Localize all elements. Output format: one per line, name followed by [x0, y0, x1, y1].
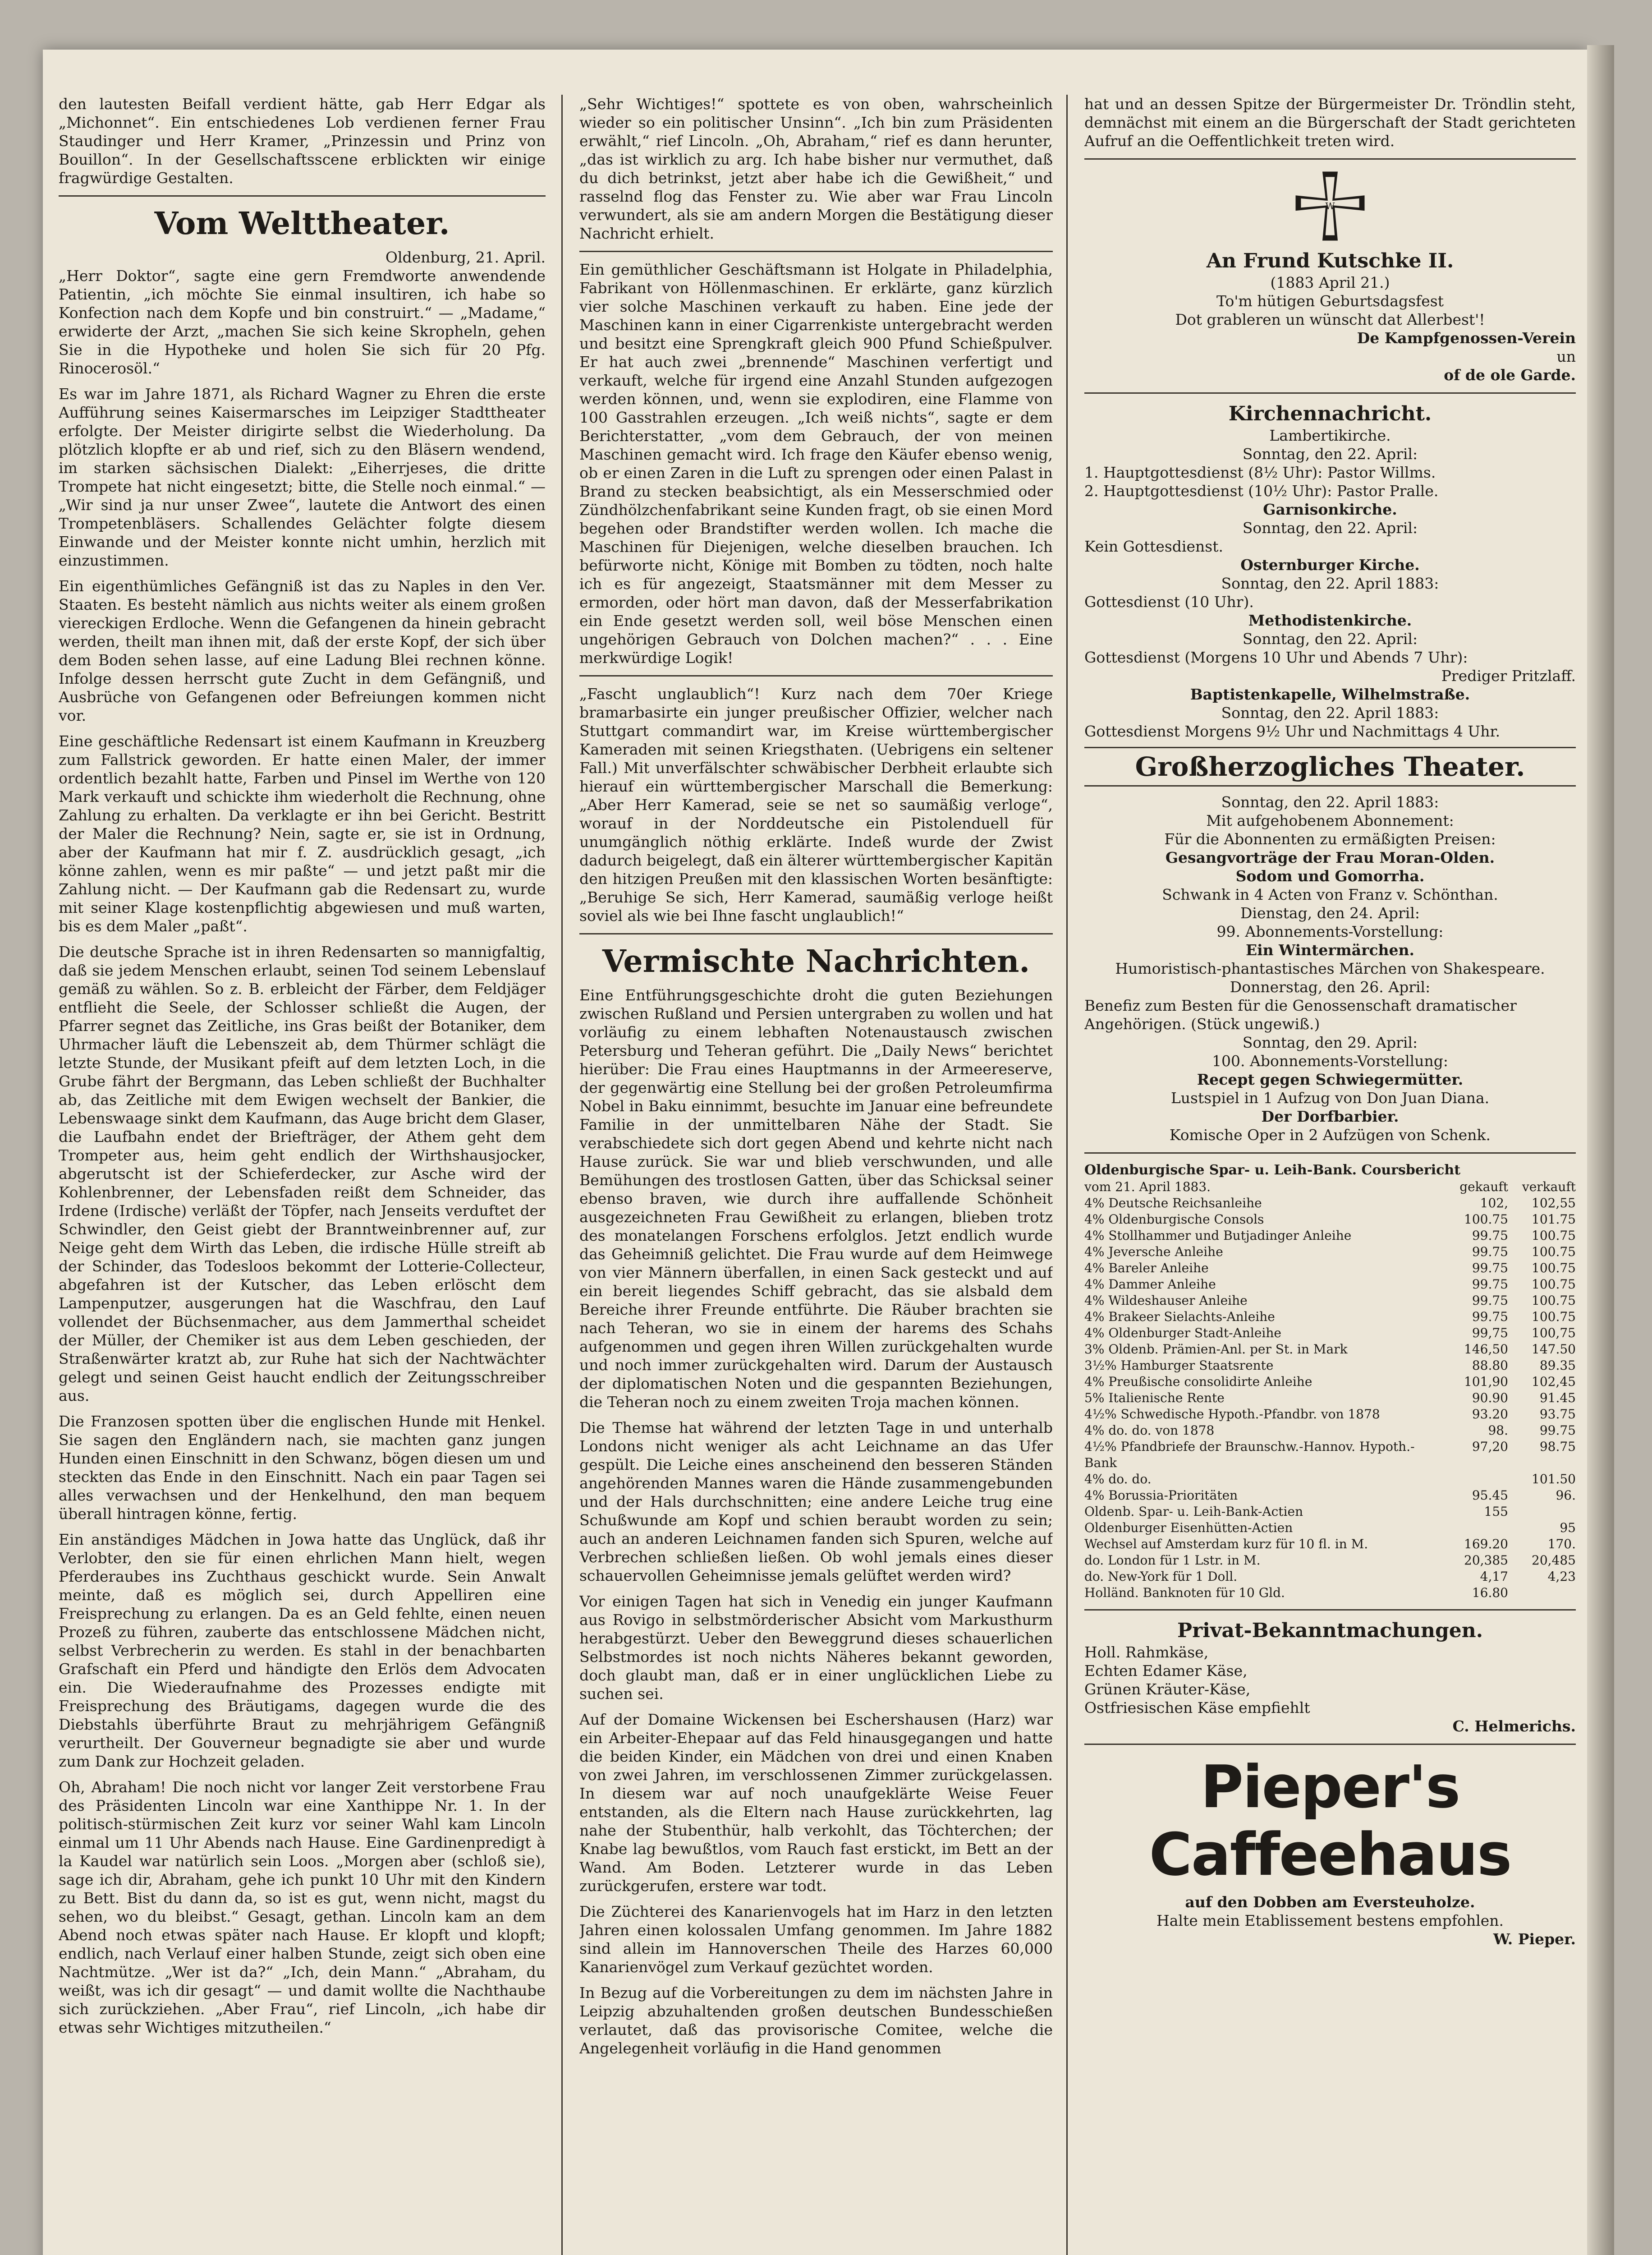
- private-notices: [1084, 1619, 1576, 1735]
- greeting-title: An Frund Kutschke II.: [1206, 249, 1454, 272]
- exchange-row: [1084, 1422, 1576, 1439]
- bought-value: 98.: [1488, 1423, 1508, 1438]
- private-line: Ostfriesischen Käse empfiehlt: [1084, 1699, 1310, 1717]
- sold-value: 100,75: [1532, 1325, 1576, 1340]
- greeting-notice: [1084, 168, 1576, 384]
- sold-value: 102,55: [1532, 1196, 1576, 1210]
- article-paragraph: Die Themse hat während der letzten Tage in und unterhalb Londons nicht weniger als acht Leichname an das Ufer gespült. Die Leiche eines anscheinend den besseren Ständen angehörenden Mannes waren die Hände zusammengebunden und der Hals durchschnitten; eine andere Leiche trug eine Schußwunde am Kopf und schien beraubt worden zu sein; auch an anderen Leichnamen fanden sich Spuren, welche auf Verbrechen schließen ließen. Ob wohl jemals eines dieser schauervollen Geheimnisse jemals gelüftet werden wird?: [579, 1419, 1053, 1584]
- church-line: Gottesdienst (10 Uhr).: [1084, 593, 1254, 611]
- bought-value: 16.80: [1472, 1585, 1508, 1600]
- church-line: Garnisonkirche.: [1263, 501, 1397, 518]
- greeting-line: Dot grableren un wünscht dat Allerbest'!: [1175, 311, 1485, 328]
- article-paragraph: Ein gemüthlicher Geschäftsmann ist Holgate in Philadelphia, Fabrikant von Höllenmaschinen. Er erklärte, ganz kürzlich vier solche Maschinen verkauft zu haben. Eine jede der Maschinen kann in einer Cigarrenkiste untergebracht werden und besitzt eine Sprengkraft gleich 900 Pfund Schießpulver. Er hat auch zwei „brennende“ Maschinen verfertigt und verkauft, welche für irgend eine Anzahl Stunden aufgezogen werden können, und, wenn sie explodiren, eine Flamme von 100 Gasstrahlen erzeugen. „Ich weiß nichts“, sagte er dem Berichterstatter, „vom dem Gebrauch, der von meinen Maschinen gemacht wird. Ich frage den Käufer ebenso wenig, ob er einen Zaren in die Luft zu sprengen oder einen Palast in Brand zu stecken beabsichtigt, als ein Messerschmied oder Zündhölzchenfabrikant seine Kunden fragt, ob sie einen Mord begehen oder Brandstifter werden wollen. Ich mache die Maschinen für Diejenigen, welche dieselben brauchen. Ich befürworte nicht, Könige mit Bomben zu tödten, noch halte ich es für angezeigt, Staatsmänner mit dem Messer zu ermorden, oder hört man davon, daß der Messerfabrikation ein Ende gesetzt werden soll, weil böse Menschen einen ungehörigen Gebrauch von Dolchen machen?“ . . . Eine merkwürdige Logik!: [579, 261, 1053, 667]
- church-line: Gottesdienst Morgens 9½ Uhr und Nachmittags 4 Uhr.: [1084, 723, 1501, 740]
- article-paragraph: Oh, Abraham! Die noch nicht vor langer Zeit verstorbene Frau des Präsidenten Lincoln war eine Xanthippe Nr. 1. In der politisch-stürmischen Zeit kurz vor seiner Wahl kam Lincoln einmal um 11 Uhr Abends nach Hause. Eine Gardinenpredigt à la Kaudel war natürlich sein Loos. „Morgen aber (schloß sie), sage ich dir, Abraham, gehe ich punkt 10 Uhr mit den Kindern zu Bett. Bist du dann da, so ist es gut, wenn nicht, magst du sehen, wo du bleibst.“ Gesagt, gethan. Lincoln kam an dem Abend noch etwas später nach Hause. Er klopft und klopft; endlich, nach Verlauf einer halben Stunde, zeigt sich oben eine Nachtmütze. „Wer ist da?“ „Ich, dein Mann.“ „Abraham, du weißt, was ich dir gesagt“ — und damit wollte die Nachthaube sich zurückziehen. „Aber Frau“, rief Lincoln, „ich habe dir etwas sehr Wichtiges mitzutheilen.“: [59, 1778, 546, 2036]
- security-name: 4% Dammer Anleihe: [1084, 1277, 1216, 1292]
- exchange-header-row: [1084, 1179, 1576, 1195]
- sold-value: 101.75: [1532, 1212, 1576, 1227]
- theater-line: Sonntag, den 22. April 1883:: [1221, 793, 1439, 811]
- security-name: 4% Brakeer Sielachts-Anleihe: [1084, 1309, 1275, 1324]
- newspaper-page: [43, 50, 1587, 2255]
- security-name: 4½% Schwedische Hypoth.-Pfandbr. von 1878: [1084, 1407, 1380, 1422]
- security-name: 4% Borussia-Prioritäten: [1084, 1488, 1238, 1503]
- article-paragraph: Eine geschäftliche Redensart ist einem Kaufmann in Kreuzberg zum Fallstrick geworden. Er hatte einen Maler, der immer ordentlich bezahlt hatte, Farben und Pinsel im Werthe von 120 Mark verkauft und schickte ihm wiederholt die Rechnung, ohne Zahlung zu erhalten. Da verklagte er ihn bei Gericht. Bestritt der Maler die Rechnung? Nein, sagte er, sie ist in Ordnung, aber der Kaufmann hat mir f. Z. ausdrücklich gesagt, „ich könne zahlen, wenn es mir paßte“ — und jetzt paßt mir die Zahlung nicht. — Der Kaufmann gab die Redensart zu, wurde mit seiner Klage kostenpflichtig abgewiesen und muß warten, bis es dem Maler „paßt“.: [59, 732, 546, 935]
- exchange-title: Oldenburgische Spar- u. Leih-Bank. Coursbericht: [1084, 1162, 1461, 1178]
- divider: [579, 675, 1053, 676]
- church-line: Baptistenkapelle, Wilhelmstraße.: [1190, 686, 1470, 703]
- theater-title: Großherzogliches Theater.: [1084, 747, 1576, 787]
- security-name: do. New-York für 1 Doll.: [1084, 1569, 1238, 1584]
- svg-text:W: W: [1325, 200, 1335, 212]
- page-edge: [1587, 45, 1614, 2255]
- theater-line: 99. Abonnements-Vorstellung:: [1216, 923, 1444, 940]
- security-name: 4% Wildeshauser Anleihe: [1084, 1293, 1248, 1308]
- theater-notice: [1084, 747, 1576, 1144]
- sold-value: 4,23: [1547, 1569, 1576, 1584]
- divider: [1084, 392, 1576, 394]
- sold-value: 99.75: [1539, 1423, 1576, 1438]
- bought-value: 99.75: [1472, 1309, 1508, 1324]
- private-title: Privat-Bekanntmachungen.: [1177, 1619, 1483, 1642]
- bought-value: 20,385: [1464, 1553, 1508, 1568]
- top-paragraph: den lautesten Beifall verdient hätte, gab Herr Edgar als „Michonnet“. Ein entschiedenes Lob verdienen ferner Frau Staudinger und Herr Kramer, „Prinzessin und Prinz von Bouillon“. In der Gesellschaftsscene erblickten wir einige fragwürdige Gestalten.: [59, 95, 546, 187]
- cafe-line: auf den Dobben am Eversteuholze.: [1185, 1893, 1475, 1911]
- article-paragraph: Vor einigen Tagen hat sich in Venedig ein junger Kaufmann aus Rovigo in selbstmörderischer Absicht vom Markusthurm herabgestürzt. Ueber den Beweggrund dieses schauerlichen Selbstmordes ist noch nichts Näheres bekannt geworden, doch glaubt man, daß er in einer unglücklichen Liebe zu suchen sei.: [579, 1592, 1053, 1703]
- theater-line: Für die Abonnenten zu ermäßigten Preisen:: [1164, 830, 1496, 848]
- theater-line: Benefiz zum Besten für die Genossenschaft dramatischer Angehörigen. (Stück ungewiß.): [1084, 997, 1517, 1033]
- exchange-col-label: gekauft: [1459, 1179, 1508, 1194]
- column-rule: [1066, 95, 1068, 2255]
- article-paragraph: Die Franzosen spotten über die englischen Hunde mit Henkel. Sie sagen den Engländern nach, sie machten ganz jungen Hunden einen Einschnitt in den Schwanz, bögen diesen um und steckten das Ende in den Einschnitt. Nach ein paar Tagen sei alles verwachsen und der Henkelhund, den man bequem überall hintragen könne, fertig.: [59, 1413, 546, 1523]
- sold-value: 20,485: [1532, 1553, 1576, 1568]
- exchange-report: [1084, 1162, 1576, 1601]
- divider: [1084, 1609, 1576, 1611]
- security-name: 3½% Hamburger Staatsrente: [1084, 1358, 1274, 1373]
- divider: [579, 933, 1053, 934]
- sold-value: 170.: [1547, 1537, 1576, 1551]
- iron-cross-icon: [1292, 168, 1368, 244]
- greeting-signer: un: [1556, 348, 1576, 365]
- exchange-row: [1084, 1260, 1576, 1276]
- sold-value: 91.45: [1539, 1390, 1576, 1405]
- sold-value: 147.50: [1532, 1342, 1576, 1357]
- theater-line: Der Dorfbarbier.: [1261, 1108, 1399, 1125]
- theater-line: Sodom und Gomorrha.: [1235, 867, 1425, 885]
- sold-value: [1508, 1504, 1576, 1520]
- sold-value: 96.: [1556, 1488, 1576, 1503]
- theater-line: Mit aufgehobenem Abonnement:: [1206, 812, 1454, 829]
- church-line: Sonntag, den 22. April:: [1242, 519, 1418, 537]
- section-heading: Vom Welttheater.: [154, 206, 450, 242]
- bought-value: 100.75: [1464, 1212, 1508, 1227]
- exchange-row: [1084, 1374, 1576, 1390]
- church-notice: [1084, 402, 1576, 741]
- bought-value: 95.45: [1472, 1488, 1508, 1503]
- bought-value: 99.75: [1472, 1261, 1508, 1275]
- security-name: 4% Preußische consolidirte Anleihe: [1084, 1374, 1312, 1389]
- theater-line: Komische Oper in 2 Aufzügen von Schenk.: [1169, 1126, 1491, 1144]
- exchange-row: [1084, 1569, 1576, 1585]
- bought-value: 93.20: [1472, 1407, 1508, 1422]
- article-paragraph: Ein anständiges Mädchen in Jowa hatte das Unglück, daß ihr Verlobter, den sie für einen ehrlichen Mann hielt, wegen Pferderaubes ins Zuchthaus geschickt wurde. Sein Anwalt meinte, daß es möglich sei, durch Appelliren eine Freisprechung zu erlangen. Da es an Geld fehlte, einen neuen Prozeß zu führen, zauberte das entschlossene Mädchen nicht, selbst Verbrecherin zu werden. Es stahl in der benachbarten Grafschaft ein Pferd und händigte den Erlös dem Advocaten ein. Die Wiederaufnahme des Prozesses endigte mit Freisprechung des Bräutigams, dagegen wurde die des Diebstahls überführte Braut zu mehrjährigem Gefängniß verurtheilt. Der Gouverneur begnadigte sie aber und wurde zum Dank zur Hochzeit geladen.: [59, 1531, 546, 1770]
- security-name: 4% Stollhammer und Butjadinger Anleihe: [1084, 1228, 1352, 1243]
- cafe-title: Pieper's Caffeehaus: [1149, 1753, 1511, 1889]
- greeting-signer: of de ole Garde.: [1444, 366, 1576, 384]
- exchange-row: [1084, 1504, 1576, 1520]
- top-paragraph: „Sehr Wichtiges!“ spottete es von oben, wahrscheinlich wieder so ein politischer Unsinn“. „Ich bin zum Präsidenten erwählt,“ rief Lincoln. „Oh, Abraham,“ rief es dann herunter, „das ist wirklich zu arg. Ich habe bisher nur vermuthet, daß du dich betrinkst, jetzt aber habe ich die Gewißheit,“ und rasselnd flog das Fenster zu. Wie aber war Frau Lincoln verwundert, als sie am andern Morgen die Bestätigung dieser Nachricht erhielt.: [579, 95, 1053, 242]
- exchange-row: [1084, 1439, 1576, 1471]
- exchange-row: [1084, 1244, 1576, 1260]
- security-name: 5% Italienische Rente: [1084, 1390, 1225, 1405]
- column-3: [1084, 95, 1576, 2255]
- exchange-row: [1084, 1585, 1576, 1601]
- exchange-row: [1084, 1195, 1576, 1211]
- exchange-subtitle: vom 21. April 1883.: [1084, 1179, 1211, 1194]
- security-name: 4½% Pfandbriefe der Braunschw.-Hannov. Hypoth.-Bank: [1084, 1439, 1415, 1470]
- greeting-line: To'm hütigen Geburtsdagsfest: [1216, 292, 1444, 310]
- exchange-row: [1084, 1358, 1576, 1374]
- church-line: Lambertikirche.: [1269, 427, 1391, 444]
- exchange-row: [1084, 1276, 1576, 1293]
- security-name: 4% do. do. von 1878: [1084, 1423, 1215, 1438]
- security-name: 4% Deutsche Reichsanleihe: [1084, 1196, 1262, 1210]
- column-1: [59, 95, 546, 2255]
- exchange-row: [1084, 1487, 1576, 1504]
- exchange-row: [1084, 1325, 1576, 1341]
- cafe-ad: [1084, 1753, 1576, 1948]
- bought-value: 99.75: [1472, 1293, 1508, 1308]
- exchange-row: [1084, 1520, 1576, 1536]
- article-paragraph: „Fascht unglaublich“! Kurz nach dem 70er Kriege bramarbasirte ein junger preußischer Offizier, welcher nach Stuttgart commandirt war, im Kreise württembergischer Kameraden mit seinen Kriegsthaten. (Uebrigens ein seltener Fall.) Mit unverfälschter schwäbischer Derbheit erlaubte sich hierauf ein württembergischer Marschall die Bemerkung: „Aber Herr Kamerad, seie se net so saumäßig verloge“, worauf in der Norddeutsche ein Pistolenduell für unumgänglich nöthig erklärte. Indeß wurde der Zwist dadurch beigelegt, daß ein älterer württembergischer Kapitän den hitzigen Preußen mit den klassischen Worten besänftigte: „Beruhige Se sich, Herr Kamerad, saumäßig verloge heißt soviel als wie bei Ihne fascht unglaublich!“: [579, 685, 1053, 925]
- church-line: Sonntag, den 22. April:: [1242, 630, 1418, 648]
- private-line: Echten Edamer Käse,: [1084, 1662, 1248, 1680]
- exchange-row: [1084, 1471, 1576, 1487]
- exchange-row: [1084, 1309, 1576, 1325]
- divider: [1084, 1744, 1576, 1745]
- exchange-rows: [1084, 1195, 1576, 1601]
- bought-value: 4,17: [1480, 1569, 1508, 1584]
- exchange-row: [1084, 1536, 1576, 1552]
- church-line: Methodistenkirche.: [1248, 612, 1412, 629]
- section-heading: Vermischte Nachrichten.: [602, 943, 1030, 980]
- divider: [579, 251, 1053, 252]
- theater-line: Donnerstag, den 26. April:: [1230, 978, 1431, 996]
- article-paragraph: Auf der Domaine Wickensen bei Eschershausen (Harz) war ein Arbeiter-Ehepaar auf das Feld hinausgegangen und hatte die beiden Kinder, ein Mädchen von drei und einen Knaben von zwei Jahren, im verschlossenen Zimmer zurückgelassen. In diesem war auf noch unaufgeklärte Weise Feuer entstanden, als die Eltern nach Hause zurückkehrten, lag nahe der Stubenthür, halb verkohlt, das Töchterchen; der Knabe lag bewußtlos, vom Rauch fast erstickt, im Bett an der Wand. Am Boden. Letzterer wurde in das Leben zurückgerufen, erstere war todt.: [579, 1711, 1053, 1895]
- church-line: Prediger Pritzlaff.: [1441, 667, 1576, 685]
- article-paragraph: Die Züchterei des Kanarienvogels hat im Harz in den letzten Jahren einen kolossalen Umfang genommen. Im Jahre 1882 sind allein im Hannoverschen Theile des Harzes 60,000 Kanarienvögel zum Verkauf gezüchtet worden.: [579, 1903, 1053, 1976]
- column-rule: [561, 95, 563, 2255]
- theater-line: Ein Wintermärchen.: [1245, 941, 1415, 959]
- bought-value: [1441, 1520, 1508, 1536]
- theater-line: Schwank in 4 Acten von Franz v. Schönthan.: [1162, 886, 1498, 903]
- bought-value: [1441, 1471, 1508, 1487]
- exchange-row: [1084, 1390, 1576, 1406]
- bought-value: 99.75: [1472, 1228, 1508, 1243]
- bought-value: 88.80: [1472, 1358, 1508, 1373]
- security-name: Wechsel auf Amsterdam kurz für 10 fl. in M.: [1084, 1537, 1368, 1551]
- sold-value: 95: [1560, 1520, 1576, 1535]
- sold-value: 100.75: [1532, 1244, 1576, 1259]
- bought-value: 146,50: [1464, 1342, 1508, 1357]
- sold-value: 93.75: [1539, 1407, 1576, 1422]
- theater-line: Recept gegen Schwiegermütter.: [1197, 1071, 1464, 1088]
- sold-value: 89.35: [1539, 1358, 1576, 1373]
- security-name: 3% Oldenb. Prämien-Anl. per St. in Mark: [1084, 1342, 1348, 1357]
- bought-value: 97,20: [1472, 1439, 1508, 1454]
- greeting-date: (1883 April 21.): [1270, 274, 1390, 291]
- exchange-row: [1084, 1228, 1576, 1244]
- exchange-col-label: verkauft: [1522, 1179, 1576, 1194]
- cafe-signer: W. Pieper.: [1493, 1930, 1576, 1948]
- church-line: Osternburger Kirche.: [1240, 556, 1420, 574]
- article-paragraph: Die deutsche Sprache ist in ihren Redensarten so mannigfaltig, daß sie jedem Menschen erlaubt, seinen Tod seinem Lebenslauf gemäß zu wählen. So z. B. erbleicht der Färber, dem Feldjäger entflieht die Seele, der Schlosser schließt die Augen, der Pfarrer segnet das Zeitliche, ins Gras beißt der Botaniker, dem Uhrmacher läuft die Lebenszeit ab, dem Thürmer schlägt die letzte Stunde, der Musikant pfeift auf dem letzten Loch, in die Grube fährt der Bergmann, das Leben schließt der Buchhalter ab, das Zeitliche mit dem Ewigen wechselt der Bankier, die Lebenswaage sinkt dem Kaufmann, das Auge bricht dem Glaser, die Laufbahn endet der Briefträger, der Athem geht dem Trompeter aus, heim geht endlich der Wirthshausjocker, abgerutscht ist der Schieferdecker, zur Asche wird der Kohlenbrenner, der Lebensfaden reißt dem Schneider, das Irdene (Irdische) verläßt der Töpfer, nach Jenseits verduftet der Schwindler, den Geist giebt der Branntweinbrenner auf, zur Neige geht dem Wirth das Leben, die irdische Hülle streift ab der Schinder, das Todesloos bekommt der Lotterie-Collecteur, abgefahren ist der Kutscher, das Leben erlöscht dem Lampenputzer, ausgerungen hat die Waschfrau, den Lauf vollendet der Büchsenmacher, aus dem Jammerthal scheidet der Müller, der Chemiker ist aus dem Leben geschieden, der Straßenwärter kratzt ab, zur Ruhe hat sich der Nachtwächter gelegt und seinen Geist haucht endlich der Zeitungsschreiber aus.: [59, 943, 546, 1404]
- bought-value: 90.90: [1472, 1390, 1508, 1405]
- church-line: 1. Hauptgottesdienst (8½ Uhr): Pastor Willms.: [1084, 464, 1436, 481]
- exchange-row: [1084, 1552, 1576, 1569]
- column-2: [579, 95, 1053, 2255]
- divider: [1084, 158, 1576, 160]
- article-paragraph: Es war im Jahre 1871, als Richard Wagner zu Ehren die erste Aufführung seines Kaisermarsches im Leipziger Stadttheater erfolgte. Der Meister dirigirte selbst die Wiederholung. Da plötzlich klopfte er ab und rief, sich zu den Bläsern wendend, im starken sächsischen Dialekt: „Eiherrjeses, die dritte Trompete hat nicht eingesetzt; bitte, die Stelle noch einmal.“ — „Wir sind ja nur unser Zwee“, lautete die Antwort des einen Trompetenbläsers. Schallendes Gelächter folgte diesem Einwande und der Meister konnte nicht umhin, herzlich mit einzustimmen.: [59, 385, 546, 569]
- church-title: Kirchennachricht.: [1228, 402, 1432, 425]
- security-name: 4% Bareler Anleihe: [1084, 1261, 1209, 1275]
- sold-value: 102,45: [1532, 1374, 1576, 1389]
- church-line: Kein Gottesdienst.: [1084, 538, 1223, 555]
- dateline: Oldenburg, 21. April.: [385, 249, 546, 266]
- bought-value: 169.20: [1464, 1537, 1508, 1551]
- article-paragraph: „Herr Doktor“, sagte eine gern Fremdworte anwendende Patientin, „ich möchte Sie einmal insultiren, ich habe so Konfection nach dem Kopfe und bin construirt.“ — „Madame,“ erwiderte der Arzt, „machen Sie sich keine Skropheln, gehen Sie in die Hypotheke und holen Sie sich für 20 Pfg. Rinocerosöl.“: [59, 267, 546, 377]
- security-name: Oldenb. Spar- u. Leih-Bank-Actien: [1084, 1504, 1303, 1519]
- bought-value: 101,90: [1464, 1374, 1508, 1389]
- church-line: 2. Hauptgottesdienst (10½ Uhr): Pastor Pralle.: [1084, 482, 1439, 500]
- greeting-signer: De Kampfgenossen-Verein: [1357, 329, 1576, 347]
- sold-value: 100.75: [1532, 1293, 1576, 1308]
- article-paragraph: In Bezug auf die Vorbereitungen zu dem im nächsten Jahre in Leipzig abzuhaltenden großen deutschen Bundesschießen verlautet, daß das provisorische Comitee, welche die Angelegenheit vorläufig in die Hand genommen: [579, 1984, 1053, 2057]
- article-paragraph: Ein eigenthümliches Gefängniß ist das zu Naples in den Ver. Staaten. Es besteht nämlich aus nichts weiter als einem großen viereckigen Erdloche. Wenn die Gefangenen da hinein gebracht werden, theilt man ihnen mit, daß der erste Kopf, der sich über dem Boden sehen lasse, auf eine Ladung Blei rechnen könne. Infolge dessen herrscht gute Zucht in dem Gefängniß, und Ausbrüche von Gefangenen oder Befreiungen kommen nicht vor.: [59, 577, 546, 724]
- divider: [1084, 1152, 1576, 1154]
- security-name: 4% Oldenburgische Consols: [1084, 1212, 1264, 1227]
- bought-value: 99,75: [1472, 1325, 1508, 1340]
- bought-value: 155: [1484, 1504, 1508, 1519]
- theater-line: Humoristisch-phantastisches Märchen von Shakespeare.: [1115, 960, 1545, 977]
- security-name: Oldenburger Eisenhütten-Actien: [1084, 1520, 1293, 1535]
- sold-value: 100.75: [1532, 1309, 1576, 1324]
- security-name: 4% Oldenburger Stadt-Anleihe: [1084, 1325, 1281, 1340]
- theater-line: Lustspiel in 1 Aufzug von Don Juan Diana.: [1170, 1089, 1490, 1107]
- sold-value: 100.75: [1532, 1261, 1576, 1275]
- exchange-row: [1084, 1406, 1576, 1422]
- exchange-row: [1084, 1341, 1576, 1358]
- cafe-line: Halte mein Etablissement bestens empfohlen.: [1156, 1912, 1504, 1929]
- private-line: Holl. Rahmkäse,: [1084, 1643, 1209, 1661]
- exchange-row: [1084, 1211, 1576, 1228]
- security-name: Holländ. Banknoten für 10 Gld.: [1084, 1585, 1285, 1600]
- security-name: 4% Jeversche Anleihe: [1084, 1244, 1223, 1259]
- theater-line: 100. Abonnements-Vorstellung:: [1212, 1052, 1448, 1070]
- sold-value: 100.75: [1532, 1228, 1576, 1243]
- sold-value: [1508, 1585, 1576, 1601]
- exchange-row: [1084, 1293, 1576, 1309]
- divider: [59, 195, 546, 197]
- sold-value: 100.75: [1532, 1277, 1576, 1292]
- church-line: Sonntag, den 22. April 1883:: [1221, 575, 1439, 592]
- top-paragraph: hat und an dessen Spitze der Bürgermeister Dr. Tröndlin steht, demnächst mit einem an die Bürgerschaft der Stadt gerichteten Aufruf an die Oeffentlichkeit treten wird.: [1084, 95, 1576, 150]
- theater-line: Gesangvorträge der Frau Moran-Olden.: [1165, 849, 1495, 866]
- bought-value: 102,: [1480, 1196, 1508, 1210]
- private-line: Grünen Kräuter-Käse,: [1084, 1680, 1251, 1698]
- security-name: 4% do. do.: [1084, 1472, 1152, 1486]
- article-paragraph: Eine Entführungsgeschichte droht die guten Beziehungen zwischen Rußland und Persien untergraben zu wollen und hat vorläufig zu einem lebhaften Notenaustausch zwischen Petersburg und Teheran geführt. Die „Daily News“ berichtet hierüber: Die Frau eines Hauptmanns in der Armeereserve, der gegenwärtig eine Stellung bei der großen Petroleumfirma Nobel in Baku einnimmt, besuchte im Januar eine befreundete Familie in der unmittelbaren Nähe der Stadt. Sie verabschiedete sich dort gegen Abend und kehrte nicht nach Hause zurück. Sie war und blieb verschwunden, und alle Bemühungen des trostlosen Gatten, über das Schicksal seiner ebenso braven, wie durch ihre auffallende Schönheit ausgezeichneten Frau Gewißheit zu erlangen, blieben trotz des monatelangen Forschens erfolglos. Jetzt endlich wurde das Geheimniß gelichtet. Die Frau wurde auf dem Heimwege von vier Männern überfallen, in einen Sack gesteckt und auf ein bereit liegendes Schiff gebracht, das sie alsbald dem Bereiche ihrer Freunde entführte. Die Räuber brachten sie nach Teheran, wo sie in einem der harems des Schahs aufgenommen und gegen ihren Willen zurückgehalten wurde und noch immer zurückgehalten wird. Darum der Austausch der diplomatischen Noten und die gespannten Beziehungen, die Teheran noch zu einem zweiten Troja machen können.: [579, 986, 1053, 1411]
- theater-line: Dienstag, den 24. April:: [1240, 904, 1420, 922]
- bought-value: 99.75: [1472, 1277, 1508, 1292]
- bought-value: 99.75: [1472, 1244, 1508, 1259]
- private-signer: C. Helmerichs.: [1452, 1717, 1576, 1735]
- church-line: Gottesdienst (Morgens 10 Uhr und Abends 7 Uhr):: [1084, 649, 1468, 666]
- sold-value: 101.50: [1532, 1472, 1576, 1486]
- church-line: Sonntag, den 22. April:: [1242, 445, 1418, 463]
- sold-value: 98.75: [1539, 1439, 1576, 1454]
- theater-line: Sonntag, den 29. April:: [1242, 1034, 1418, 1051]
- security-name: do. London für 1 Lstr. in M.: [1084, 1553, 1261, 1568]
- church-line: Sonntag, den 22. April 1883:: [1221, 704, 1439, 722]
